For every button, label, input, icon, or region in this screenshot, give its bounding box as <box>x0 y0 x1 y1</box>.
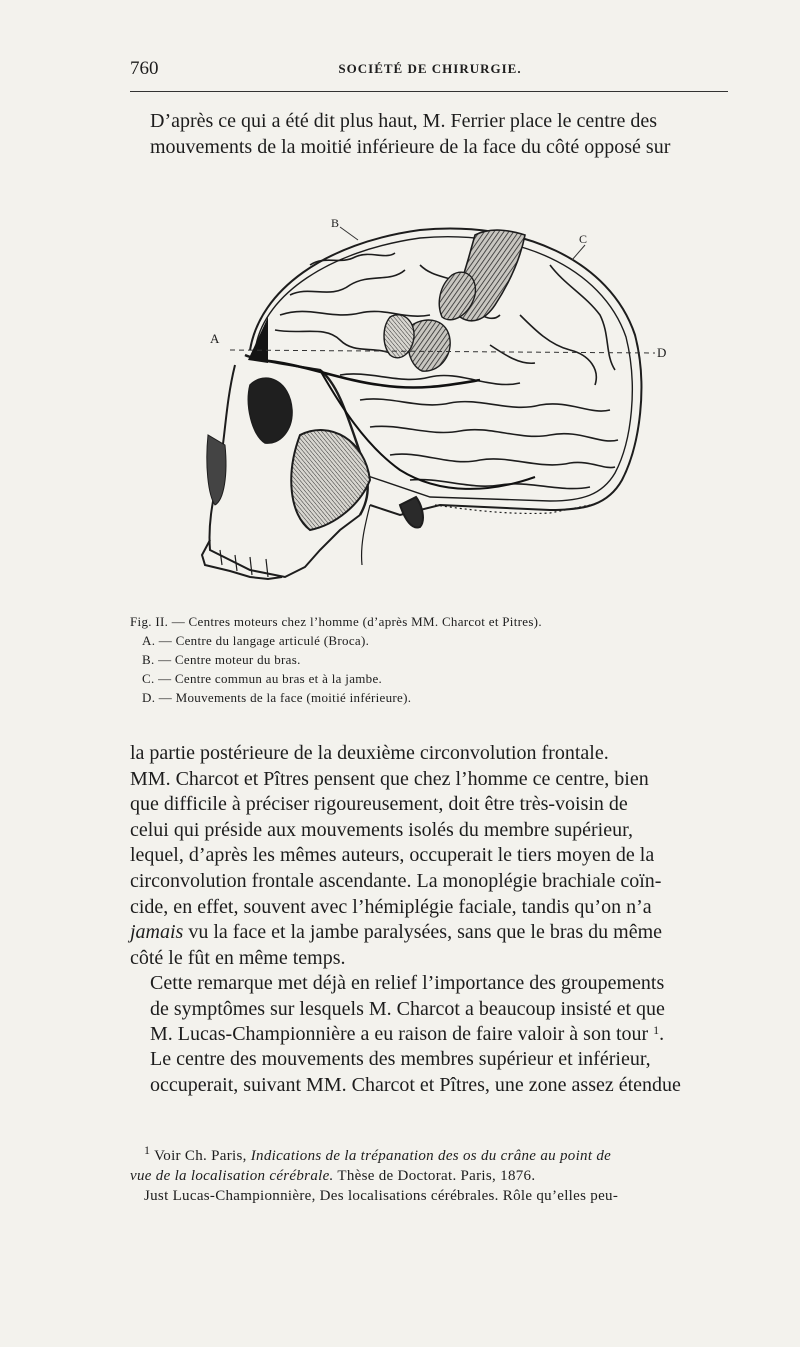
paragraph-top <box>130 109 732 160</box>
figure-label-b: B <box>331 216 340 230</box>
text-line: celui qui préside aux mouvements isolés du membre supérieur, <box>130 818 633 841</box>
text-line <box>130 920 732 946</box>
text-fragment: Thèse de Doctorat. Paris, 1876. <box>333 1168 536 1184</box>
page-header <box>130 58 730 82</box>
text-line <box>130 1022 732 1048</box>
figure-caption <box>130 612 730 707</box>
text-fragment: . <box>659 1023 665 1046</box>
text-line: que difficile à préciser rigoureusement, doit être très-voisin de <box>130 793 628 816</box>
text-line: lequel, d’après les mêmes auteurs, occuperait le tiers moyen de la <box>130 844 655 867</box>
text-line: mouvements de la moitié inférieure de la face du côté opposé sur <box>150 135 671 158</box>
orbit-socket <box>248 378 292 443</box>
header-rule <box>130 91 728 92</box>
text-line: de symptômes sur lesquels M. Charcot a beaucoup insisté et que <box>150 997 665 1020</box>
nasal-cavity <box>207 435 226 505</box>
caption-legend-item: B. — Centre moteur du bras. <box>142 652 301 667</box>
text-line: la partie postérieure de la deuxième circonvolution frontale. <box>130 742 609 764</box>
paragraph-main <box>130 741 732 971</box>
footnote-line <box>130 1166 732 1186</box>
paragraph-second <box>130 971 732 1048</box>
italic-word: jamais <box>130 921 184 944</box>
text-line: D’après ce qui a été dit plus haut, M. Ferrier place le centre des <box>150 110 658 132</box>
text-line: circonvolution frontale ascendante. La monoplégie brachiale coïn- <box>130 869 662 892</box>
text-line: côté le fût en même temps. <box>130 946 346 969</box>
footnote-reference: 1 <box>653 1023 660 1038</box>
footnote-marker: 1 <box>144 1143 151 1157</box>
motor-area-face <box>408 320 450 371</box>
text-line: Cette remarque met déjà en relief l’importance des groupements <box>150 972 665 994</box>
caption-title: Fig. II. — Centres moteurs chez l’homme (d’après MM. Charcot et Pitres). <box>130 614 542 629</box>
running-title: SOCIÉTÉ DE CHIRURGIE. <box>338 61 522 76</box>
text-line: occuperait, suivant MM. Charcot et Pîtres, une zone assez étendue <box>150 1073 681 1096</box>
figure-label-c: C <box>579 232 588 246</box>
italic-title: vue de la localisation cérébrale. <box>130 1168 334 1184</box>
paragraph-third <box>130 1047 732 1098</box>
text-line: Le centre des mouvements des membres supérieur et inférieur, <box>150 1048 651 1070</box>
figure-label-a: A <box>210 331 220 346</box>
text-line: MM. Charcot et Pîtres pensent que chez l’homme ce centre, bien <box>130 767 649 790</box>
text-fragment: M. Lucas-Championnière a eu raison de faire valoir à son tour <box>150 1023 649 1046</box>
text-line: cide, en effet, souvent avec l’hémiplégie faciale, tandis qu’on n’a <box>130 895 652 918</box>
text-fragment: vu la face et la jambe paralysées, sans que le bras du même <box>183 921 663 944</box>
skull-figure <box>190 205 680 600</box>
footnotes <box>130 1143 732 1206</box>
caption-legend-item: C. — Centre commun au bras et à la jambe. <box>142 671 383 686</box>
text-fragment: Voir Ch. Paris, <box>150 1148 251 1164</box>
figure-label-d: D <box>657 345 667 360</box>
footnote-line: Just Lucas-Championnière, Des localisations cérébrales. Rôle qu’elles peu- <box>144 1188 619 1204</box>
caption-legend-item: D. — Mouvements de la face (moitié inférieure). <box>142 690 412 705</box>
italic-title: Indications de la trépanation des os du crâne au point de <box>250 1148 612 1164</box>
caption-legend-item: A. — Centre du langage articulé (Broca). <box>142 633 370 648</box>
footnote-line <box>130 1143 732 1166</box>
page-number: 760 <box>130 58 159 79</box>
